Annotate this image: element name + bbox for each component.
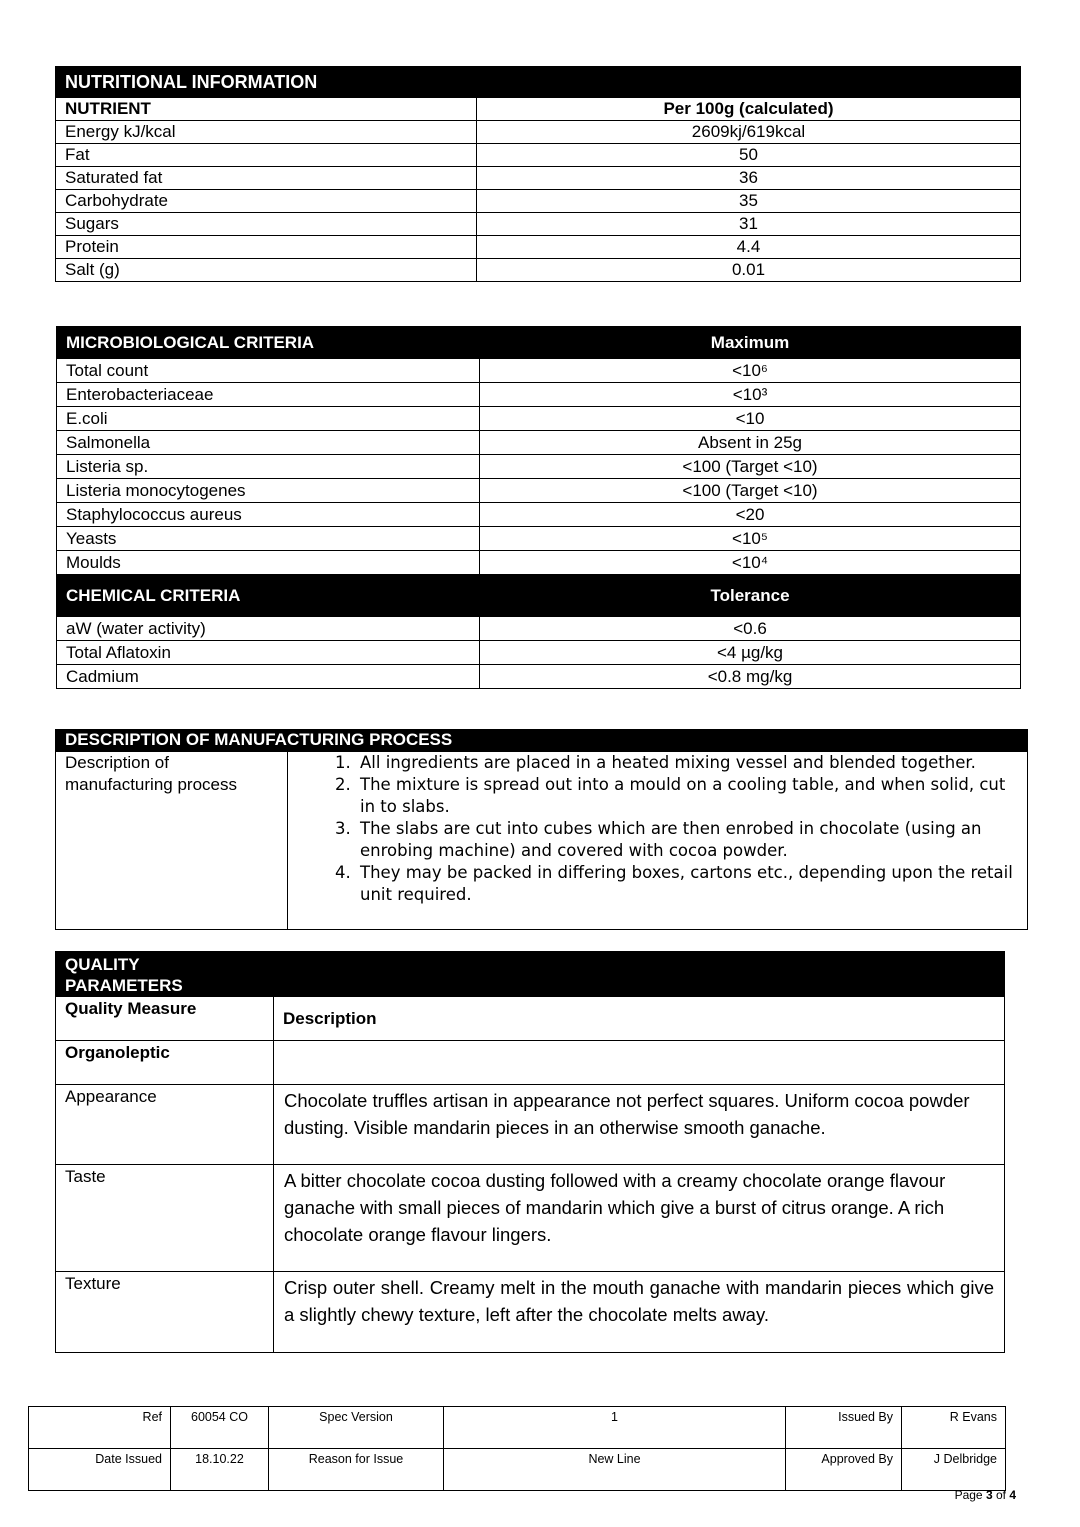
criteria-name: Listeria monocytogenes bbox=[57, 479, 480, 503]
quality-measure: Appearance bbox=[56, 1085, 274, 1165]
page-prefix: Page bbox=[954, 1488, 986, 1502]
table-row bbox=[56, 190, 1021, 213]
nutrient-name: Saturated fat bbox=[56, 167, 477, 190]
process-label: Description of manufacturing process bbox=[56, 752, 288, 930]
quality-measure: Texture bbox=[56, 1272, 274, 1353]
nutrient-name: Energy kJ/kcal bbox=[56, 121, 477, 144]
criteria-name: Yeasts bbox=[57, 527, 480, 551]
nutrient-value: 0.01 bbox=[477, 259, 1021, 282]
quality-title: QUALITY PARAMETERS bbox=[56, 952, 274, 997]
page-of: of bbox=[992, 1488, 1010, 1502]
maximum-header: Maximum bbox=[480, 327, 1021, 359]
page-number bbox=[955, 1488, 1016, 1502]
quality-measure: Taste bbox=[56, 1165, 274, 1272]
nutrient-value: 36 bbox=[477, 167, 1021, 190]
nutrient-name: Fat bbox=[56, 144, 477, 167]
footer-table bbox=[28, 1406, 1006, 1491]
criteria-name: Salmonella bbox=[57, 431, 480, 455]
criteria-name: Enterobacteriaceae bbox=[57, 383, 480, 407]
quality-description: Crisp outer shell. Creamy melt in the mouth ganache with mandarin pieces which give a slightly chewy texture, left after the chocolate melts away. bbox=[274, 1272, 1005, 1353]
nutrient-value: 50 bbox=[477, 144, 1021, 167]
nutrient-value: 4.4 bbox=[477, 236, 1021, 259]
criteria-value: <10⁶ bbox=[480, 359, 1021, 383]
description-header: Description bbox=[274, 997, 1005, 1041]
nutrient-name: Salt (g) bbox=[56, 259, 477, 282]
nutrient-header: NUTRIENT bbox=[56, 98, 477, 121]
nutrient-value: 31 bbox=[477, 213, 1021, 236]
table-row bbox=[56, 167, 1021, 190]
table-row bbox=[56, 259, 1021, 282]
table-row bbox=[57, 383, 1021, 407]
table-row bbox=[57, 641, 1021, 665]
spec-version-label: Spec Version bbox=[269, 1407, 444, 1449]
criteria-name: Total Aflatoxin bbox=[57, 641, 480, 665]
process-title: DESCRIPTION OF MANUFACTURING PROCESS bbox=[56, 730, 1028, 752]
table-row bbox=[56, 144, 1021, 167]
nutrient-name: Carbohydrate bbox=[56, 190, 477, 213]
table-row bbox=[56, 1272, 1005, 1353]
criteria-value: <100 (Target <10) bbox=[480, 479, 1021, 503]
table-row bbox=[56, 213, 1021, 236]
quality-table bbox=[55, 951, 1005, 1353]
approved-by-label: Approved By bbox=[786, 1449, 902, 1491]
page-current: 3 bbox=[985, 1488, 993, 1502]
date-issued-value: 18.10.22 bbox=[171, 1449, 269, 1491]
ref-value: 60054 CO bbox=[171, 1407, 269, 1449]
microbiological-table bbox=[56, 326, 1021, 689]
quality-title-blank bbox=[274, 952, 1005, 997]
criteria-value: <10⁴ bbox=[480, 551, 1021, 575]
table-row bbox=[57, 665, 1021, 689]
table-row bbox=[56, 1085, 1005, 1165]
organoleptic-label: Organoleptic bbox=[56, 1041, 274, 1085]
criteria-value: Absent in 25g bbox=[480, 431, 1021, 455]
quality-description: Chocolate truffles artisan in appearance not perfect squares. Uniform cocoa powder dusting. Visible mandarin pieces in an otherwise smooth ganache. bbox=[274, 1085, 1005, 1165]
nutrition-title: NUTRITIONAL INFORMATION bbox=[56, 67, 1021, 98]
organoleptic-blank bbox=[274, 1041, 1005, 1085]
page-total: 4 bbox=[1009, 1488, 1016, 1502]
table-row bbox=[57, 527, 1021, 551]
issued-by-value: R Evans bbox=[902, 1407, 1006, 1449]
table-row bbox=[57, 407, 1021, 431]
spec-version-value: 1 bbox=[444, 1407, 786, 1449]
quality-description: A bitter chocolate cocoa dusting followed with a creamy chocolate orange flavour ganache with small pieces of mandarin which give a burst of citrus orange. A rich chocolate orange flavour lingers. bbox=[274, 1165, 1005, 1272]
list-item: 1. All ingredients are placed in a heated mixing vessel and blended together. bbox=[356, 752, 1017, 774]
criteria-value: <10 bbox=[480, 407, 1021, 431]
chemical-title: CHEMICAL CRITERIA bbox=[57, 575, 480, 617]
table-row bbox=[57, 431, 1021, 455]
reason-value: New Line bbox=[444, 1449, 786, 1491]
tolerance-header: Tolerance bbox=[480, 575, 1021, 617]
table-row bbox=[57, 455, 1021, 479]
criteria-name: Moulds bbox=[57, 551, 480, 575]
criteria-name: Total count bbox=[57, 359, 480, 383]
criteria-value: <20 bbox=[480, 503, 1021, 527]
nutrient-name: Protein bbox=[56, 236, 477, 259]
criteria-name: Cadmium bbox=[57, 665, 480, 689]
process-steps bbox=[288, 752, 1027, 906]
criteria-name: Listeria sp. bbox=[57, 455, 480, 479]
quality-measure-header: Quality Measure bbox=[56, 997, 274, 1041]
approved-by-value: J Delbridge bbox=[902, 1449, 1006, 1491]
process-table bbox=[55, 729, 1028, 930]
ref-label: Ref bbox=[29, 1407, 171, 1449]
criteria-value: <10³ bbox=[480, 383, 1021, 407]
nutrient-value: 35 bbox=[477, 190, 1021, 213]
issued-by-label: Issued By bbox=[786, 1407, 902, 1449]
list-item: 3. The slabs are cut into cubes which are then enrobed in chocolate (using an enrobing machine) and covered with cocoa powder. bbox=[356, 818, 1017, 862]
per100g-header: Per 100g (calculated) bbox=[477, 98, 1021, 121]
table-row bbox=[57, 551, 1021, 575]
criteria-value: <4 µg/kg bbox=[480, 641, 1021, 665]
criteria-value: <0.6 bbox=[480, 617, 1021, 641]
criteria-value: <10⁵ bbox=[480, 527, 1021, 551]
reason-label: Reason for Issue bbox=[269, 1449, 444, 1491]
table-row bbox=[56, 1165, 1005, 1272]
criteria-name: aW (water activity) bbox=[57, 617, 480, 641]
list-item: 4. They may be packed in differing boxes, cartons etc., depending upon the retail unit required. bbox=[356, 862, 1017, 906]
nutrition-table bbox=[55, 66, 1021, 282]
table-row bbox=[57, 359, 1021, 383]
table-row bbox=[57, 503, 1021, 527]
table-row bbox=[56, 236, 1021, 259]
criteria-value: <0.8 mg/kg bbox=[480, 665, 1021, 689]
table-row bbox=[57, 479, 1021, 503]
nutrient-value: 2609kj/619kcal bbox=[477, 121, 1021, 144]
criteria-name: Staphylococcus aureus bbox=[57, 503, 480, 527]
date-issued-label: Date Issued bbox=[29, 1449, 171, 1491]
criteria-value: <100 (Target <10) bbox=[480, 455, 1021, 479]
micro-title: MICROBIOLOGICAL CRITERIA bbox=[57, 327, 480, 359]
table-row bbox=[56, 121, 1021, 144]
list-item: 2. The mixture is spread out into a mould on a cooling table, and when solid, cut in to slabs. bbox=[356, 774, 1017, 818]
nutrient-name: Sugars bbox=[56, 213, 477, 236]
criteria-name: E.coli bbox=[57, 407, 480, 431]
table-row bbox=[57, 617, 1021, 641]
